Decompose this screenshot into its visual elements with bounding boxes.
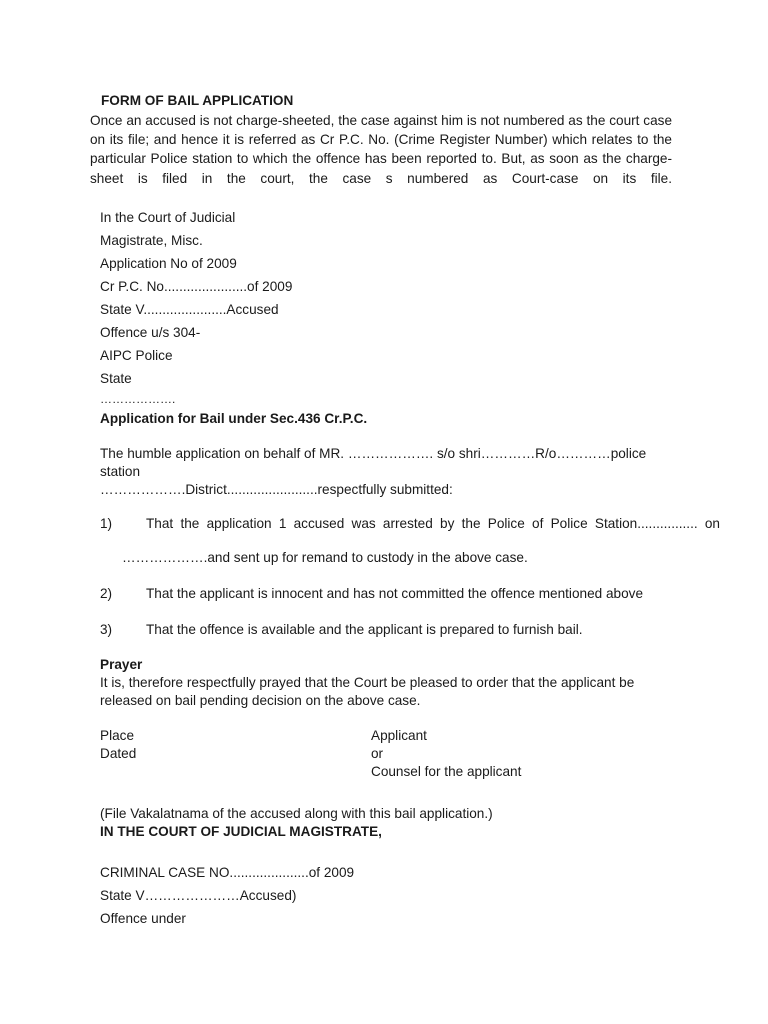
signature-right-column [371, 727, 521, 781]
place-label: Place [100, 728, 135, 743]
item-continuation: ……………….and sent up for remand to custody in the above case. [122, 550, 528, 565]
case-line: Offence under [100, 911, 186, 926]
court-heading: IN THE COURT OF JUDICIAL MAGISTRATE, [100, 824, 382, 839]
humble-line: ……………….District........................respectfully submitted: [100, 482, 453, 497]
applicant-label: Applicant [371, 728, 427, 743]
dated-label: Dated [100, 746, 137, 761]
court-line: AIPC Police [100, 348, 173, 363]
court-line: In the Court of Judicial [100, 210, 236, 225]
item-text: That the application 1 accused was arrested by the Police of Police Station................ on [146, 516, 720, 531]
document-title: FORM OF BAIL APPLICATION [101, 93, 294, 108]
counsel-label: Counsel for the applicant [371, 764, 522, 779]
item-number: 1) [100, 516, 113, 531]
numbered-item [100, 515, 720, 571]
application-heading: Application for Bail under Sec.436 Cr.P.C. [100, 411, 368, 426]
court-line: State [100, 371, 132, 386]
vakalatnama-note: (File Vakalatnama of the accused along with this bail application.) [100, 806, 493, 821]
item-text: That the offence is available and the applicant is prepared to furnish bail. [146, 622, 583, 637]
case-line: State V…………………Accused) [100, 888, 297, 903]
item-number: 3) [100, 622, 113, 637]
court-line: Magistrate, Misc. [100, 233, 203, 248]
prayer-line: released on bail pending decision on the above case. [100, 693, 421, 708]
court-line: Application No of 2009 [100, 256, 237, 271]
case-details-block [100, 861, 354, 930]
item-number: 2) [100, 586, 113, 601]
court-line: State V......................Accused [100, 302, 279, 317]
numbered-item [100, 585, 720, 603]
prayer-heading: Prayer [100, 657, 143, 672]
court-line: Offence u/s 304- [100, 325, 201, 340]
humble-line: The humble application on behalf of MR. ………………. s/o shri…………R/o…………police [100, 446, 647, 461]
prayer-line: It is, therefore respectfully prayed that the Court be pleased to order that the applicant be [100, 675, 635, 690]
court-details-block [100, 206, 400, 390]
or-label: or [371, 746, 384, 761]
case-line: CRIMINAL CASE NO.....................of 2009 [100, 865, 355, 880]
humble-application-paragraph [100, 445, 660, 499]
humble-line: station [100, 464, 141, 479]
dotted-placeholder: ………………. [100, 392, 176, 406]
intro-paragraph: Once an accused is not charge-sheeted, the case against him is not numbered as the court case on its file; and hence it is referred as Cr P.C. No. (Crime Register Number) which relates to the particular Police station to which the offence has been reported to. But, as soon as the charge-sheet is filed in the court, the case s numbered as Court-case on its file. [90, 113, 672, 186]
court-line: Cr P.C. No......................of 2009 [100, 279, 293, 294]
prayer-paragraph [100, 674, 660, 710]
item-text: That the applicant is innocent and has not committed the offence mentioned above [146, 586, 644, 601]
numbered-item [100, 621, 720, 639]
signature-left-column [100, 727, 136, 763]
